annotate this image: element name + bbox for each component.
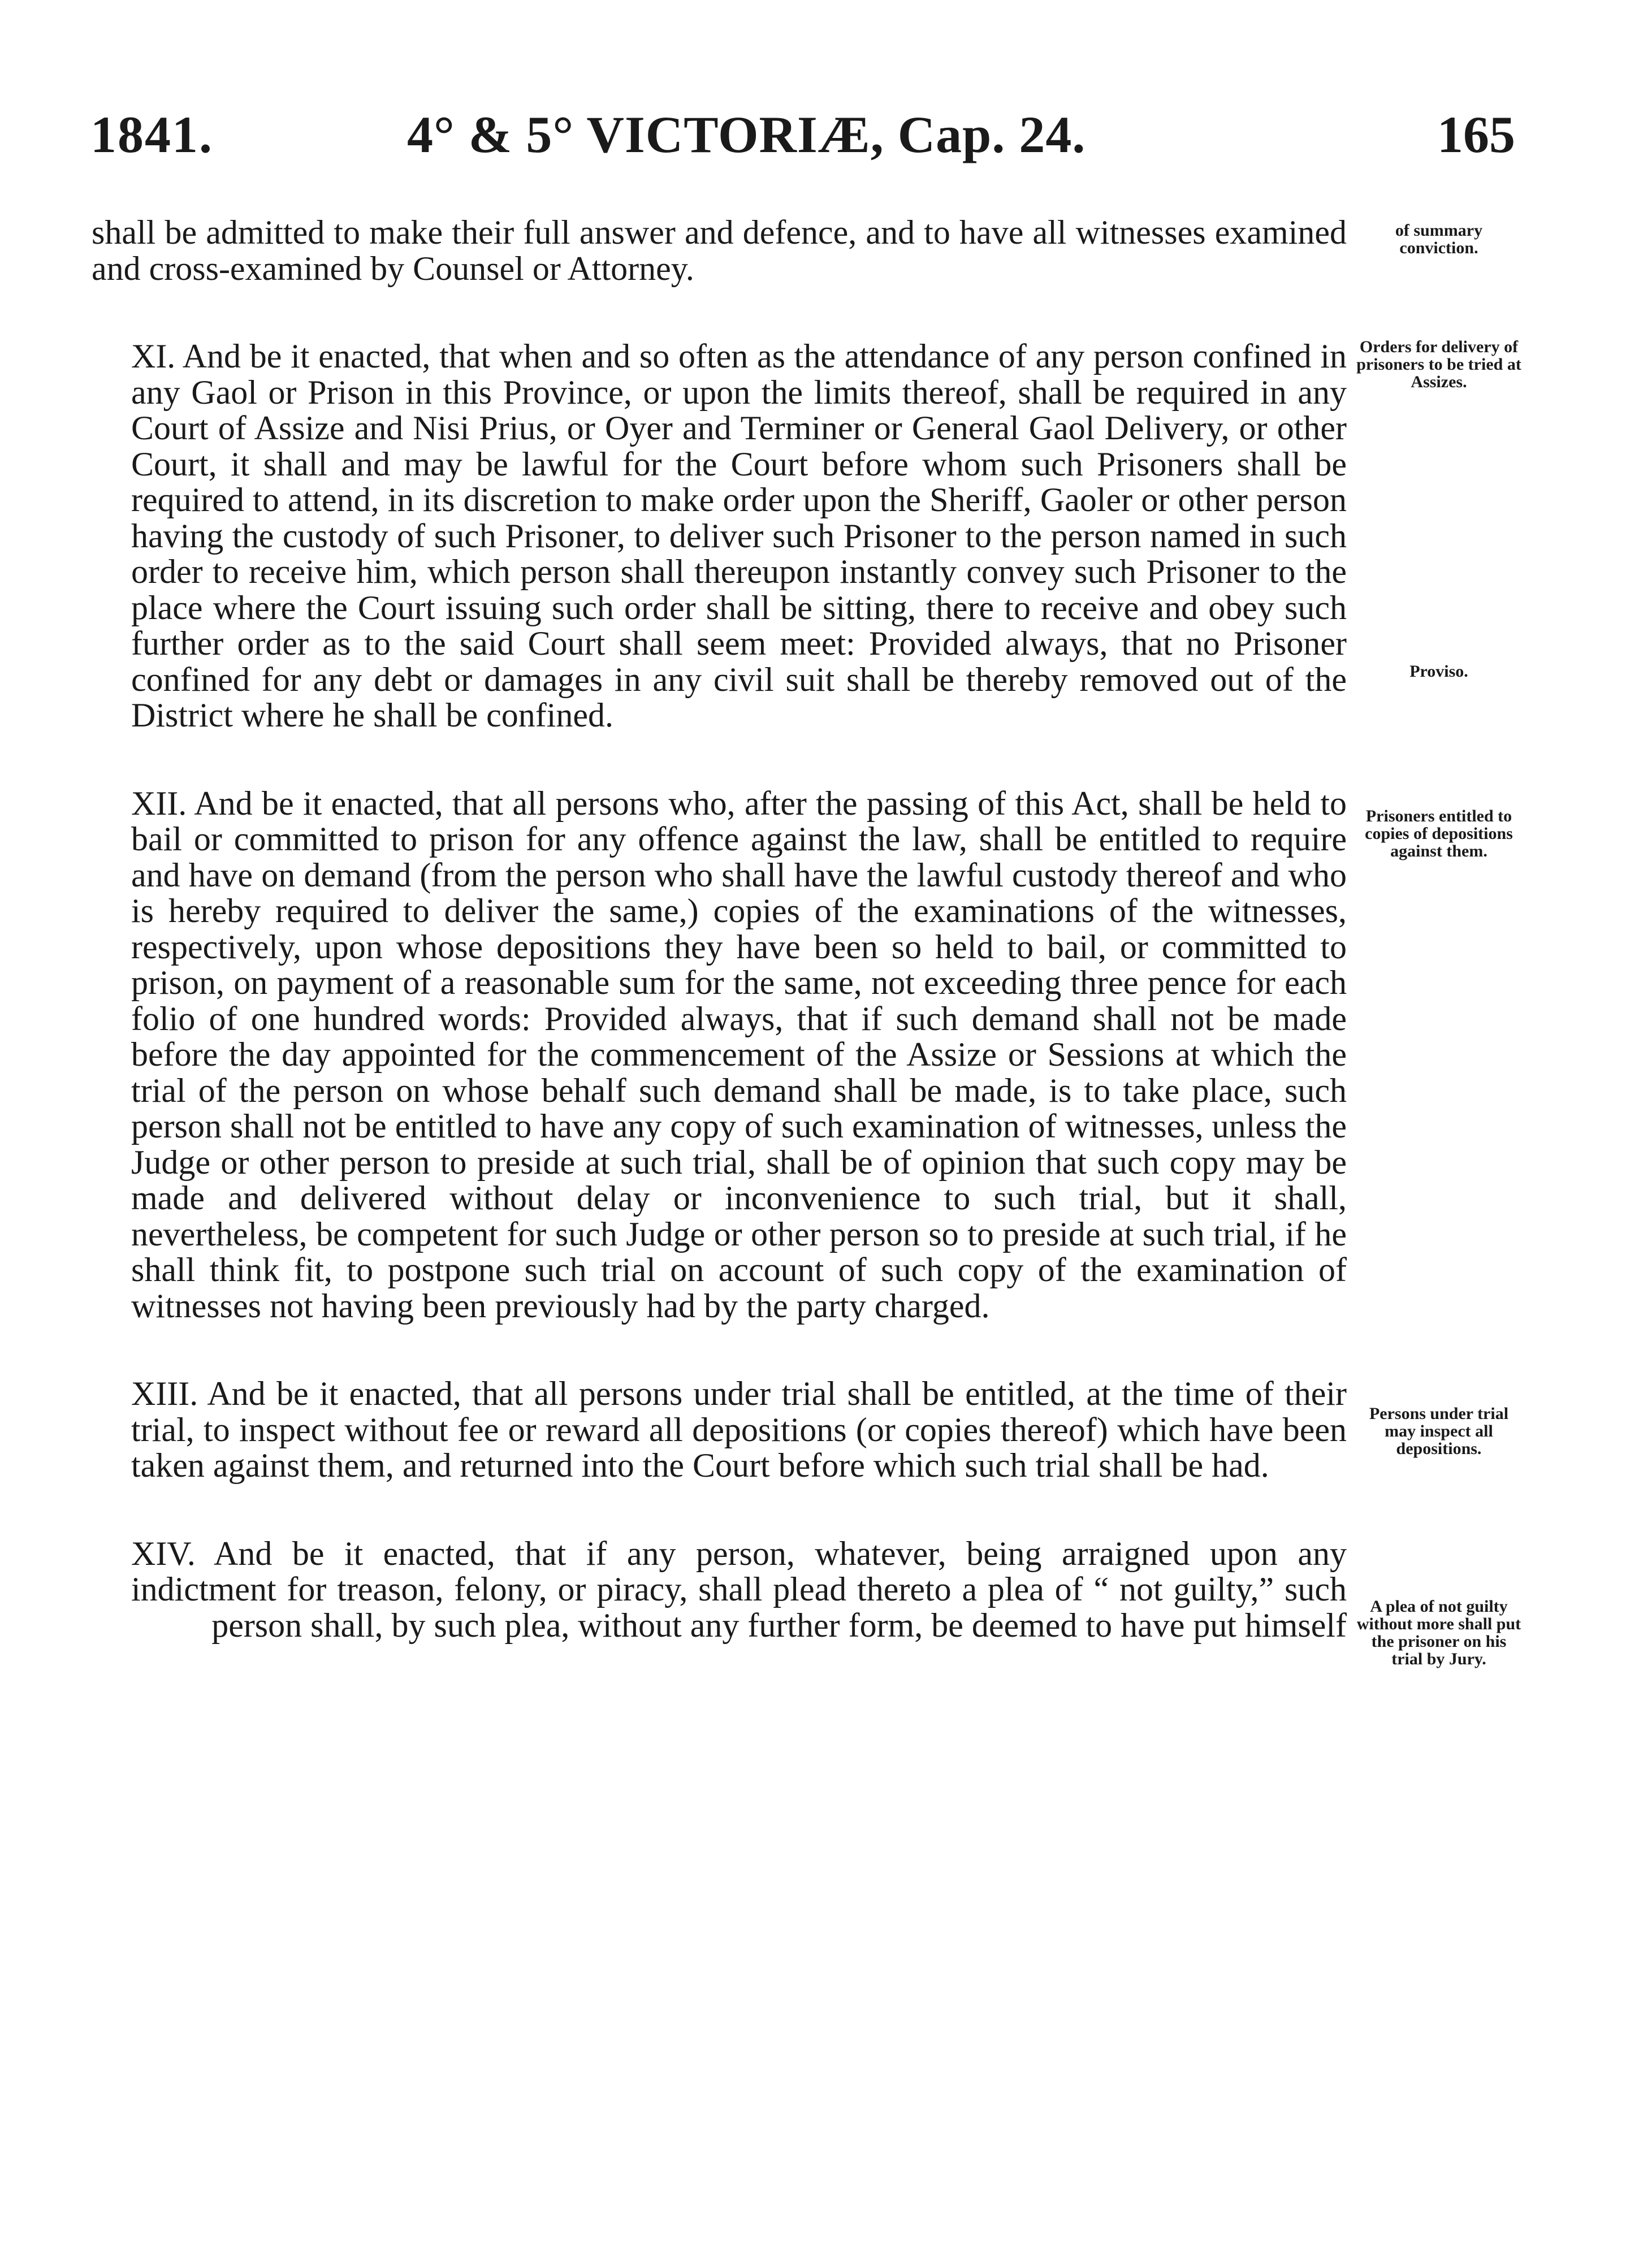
margin-note-inspect-depositions: Persons under trial may inspect all depositions. — [1369, 1404, 1509, 1458]
margin-note-copies-of-depositions: Prisoners entitled to copies of depositions against them. — [1365, 807, 1513, 860]
section-xiv: XIV. And be it enacted, that if any person, whatever, being arraigned upon any indictment for treason, felony, or piracy, shall plead thereto a plea of “ not guilty,” such person shall, by such plea, without any further form, be deemed to have put himself — [131, 1534, 1347, 1644]
running-header — [90, 105, 1515, 172]
margin-note-plea-not-guilty: A plea of not guilty without more shall put the prisoner on his trial by Jury. — [1356, 1597, 1521, 1668]
section-xi: XI. And be it enacted, that when and so often as the attendance of any person confined in any Gaol or Prison in this Province, or upon the limits thereof, shall be required in any Court of Assize and Nisi Prius, or Oyer and Terminer or General Gaol Delivery, or other Court, it shall and may be lawful for the Court before whom such Prisoners shall be required to attend, in its discretion to make order upon the Sheriff, Gaoler or other person having the custody of such Prisoner, to deliver such Prisoner to the person named in such order to receive him, which person shall thereupon instantly convey such Prisoner to the place where the Court issuing such order shall be sitting, there to receive and obey such further order as to the said Court shall seem meet: Provided always, that no Prisoner confined for any debt or damages in any civil suit shall be thereby removed out of the District where he shall be confined. — [131, 338, 1347, 734]
paragraph-continuation: shall be admitted to make their full answer and defence, and to have all witnesses examined and cross-examined by Counsel or Attorney. — [92, 214, 1347, 287]
section-xiii: XIII. And be it enacted, that all persons under trial shall be entitled, at the time of their trial, to inspect without fee or reward all depositions (or copies thereof) which have been taken against them, and returned into the Court before which such trial shall be had. — [131, 1375, 1347, 1484]
margin-note-orders-for-delivery: Orders for delivery of prisoners to be tried at Assizes. — [1356, 338, 1521, 391]
header-year: 1841. — [90, 106, 213, 163]
page-number: 165 — [1437, 106, 1515, 163]
header-title: 4° & 5° VICTORIÆ, Cap. 24. — [407, 106, 1086, 163]
body-text — [92, 215, 1347, 1643]
margin-note-proviso: Proviso. — [1409, 662, 1468, 681]
margin-note-summary-conviction: of summary conviction. — [1395, 221, 1483, 257]
section-xii: XII. And be it enacted, that all persons who, after the passing of this Act, shall be held to bail or committed to prison for any offence against the law, shall be entitled to require and have on demand (from the person who shall have the lawful custody thereof and who is hereby required to deliver the same,) copies of the examinations of the witnesses, respectively, upon whose depositions they have been so held to bail, or committed to prison, on payment of a reasonable sum for the same, not exceeding three pence for each folio of one hundred words: Provided always, that if such demand shall not be made before the day appointed for the commencement of the Assize or Sessions at which the trial of the person on whose behalf such demand shall be made, is to take place, such person shall not be entitled to have any copy of such examination of witnesses, unless the Judge or other person to preside at such trial, shall be of opinion that such copy may be made and delivered without delay or inconvenience to such trial, but it shall, nevertheless, be competent for such Judge or other person so to preside at such trial, if he shall think fit, to postpone such trial on account of such copy of the examination of witnesses not having been previously had by the party charged. — [131, 784, 1347, 1325]
